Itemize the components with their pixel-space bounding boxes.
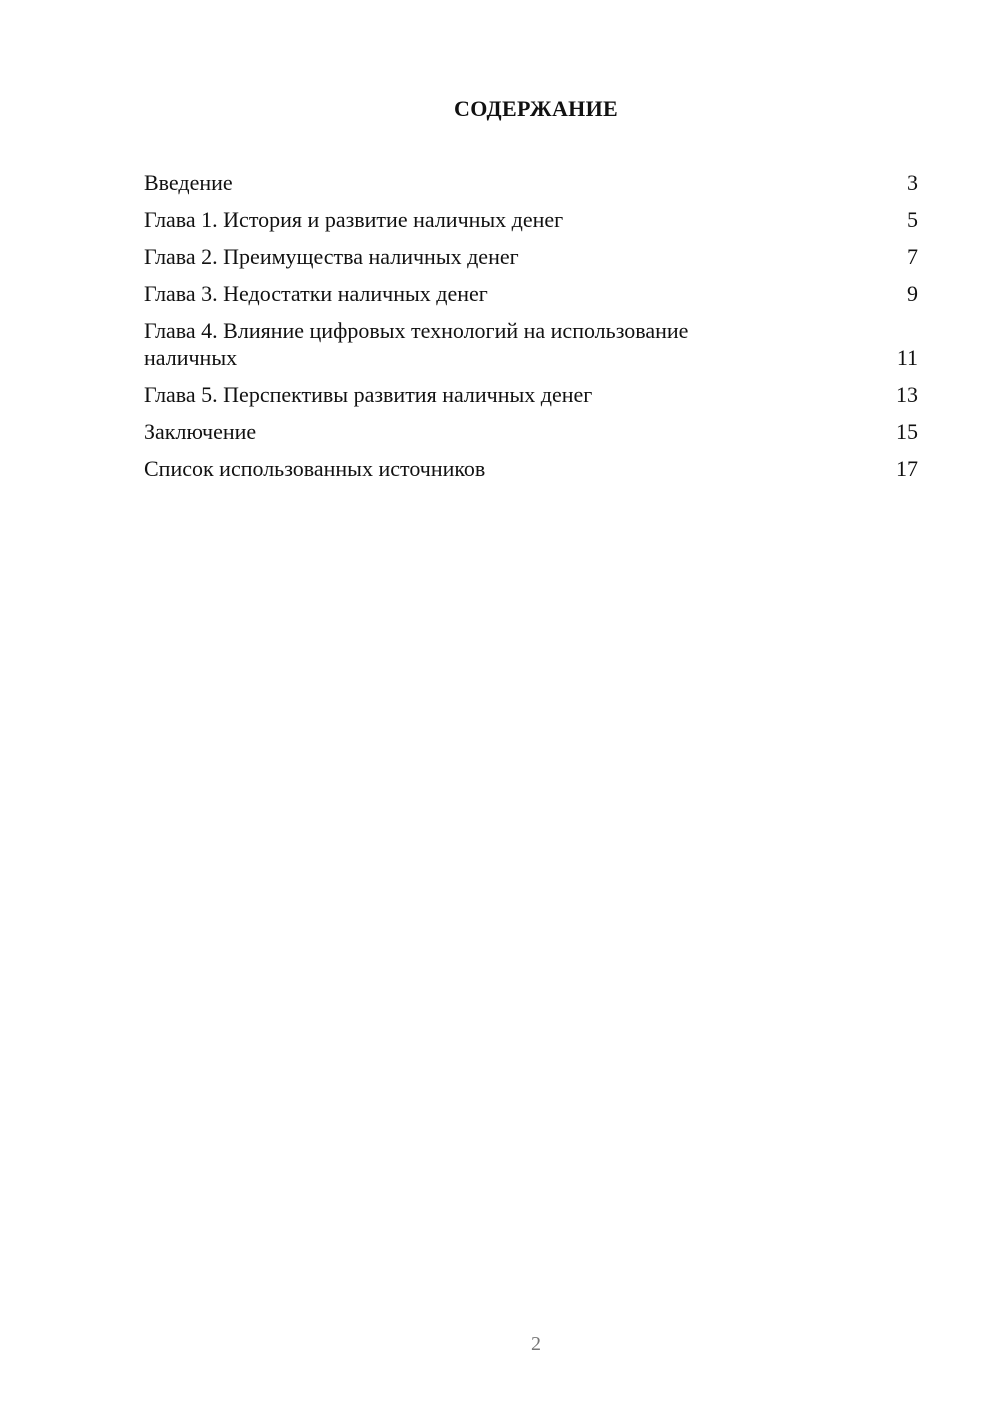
toc-item-label: Глава 4. Влияние цифровых технологий на использование наличных [144, 318, 689, 370]
toc-item-page: 11 [896, 345, 918, 370]
table-of-contents [144, 169, 918, 492]
toc-item-label: Глава 2. Преимущества наличных денег [144, 244, 519, 269]
toc-item-introduction [144, 169, 918, 196]
toc-item-page: 17 [896, 456, 918, 481]
toc-item-label: Заключение [144, 419, 257, 444]
toc-item-label: Список использованных источников [144, 456, 486, 481]
toc-item-page: 13 [896, 382, 918, 407]
toc-item-chapter-5 [144, 381, 918, 408]
toc-item-conclusion [144, 418, 918, 445]
toc-item-chapter-2 [144, 243, 918, 270]
page-title: СОДЕРЖАНИЕ [454, 96, 618, 121]
toc-item-page: 5 [907, 207, 918, 232]
toc-item-label: Глава 5. Перспективы развития наличных денег [144, 382, 593, 407]
toc-item-label: Глава 1. История и развитие наличных денег [144, 207, 564, 232]
toc-item-label: Введение [144, 170, 233, 195]
toc-item-references [144, 455, 918, 482]
toc-item-page: 3 [907, 170, 918, 195]
toc-item-page: 7 [907, 244, 918, 269]
toc-item-page: 15 [896, 419, 918, 444]
toc-item-chapter-1 [144, 206, 918, 233]
page-number: 2 [531, 1333, 541, 1355]
toc-item-page: 9 [907, 281, 918, 306]
toc-item-chapter-4 [144, 317, 918, 371]
toc-item-chapter-3 [144, 280, 918, 307]
toc-item-label: Глава 3. Недостатки наличных денег [144, 281, 488, 306]
